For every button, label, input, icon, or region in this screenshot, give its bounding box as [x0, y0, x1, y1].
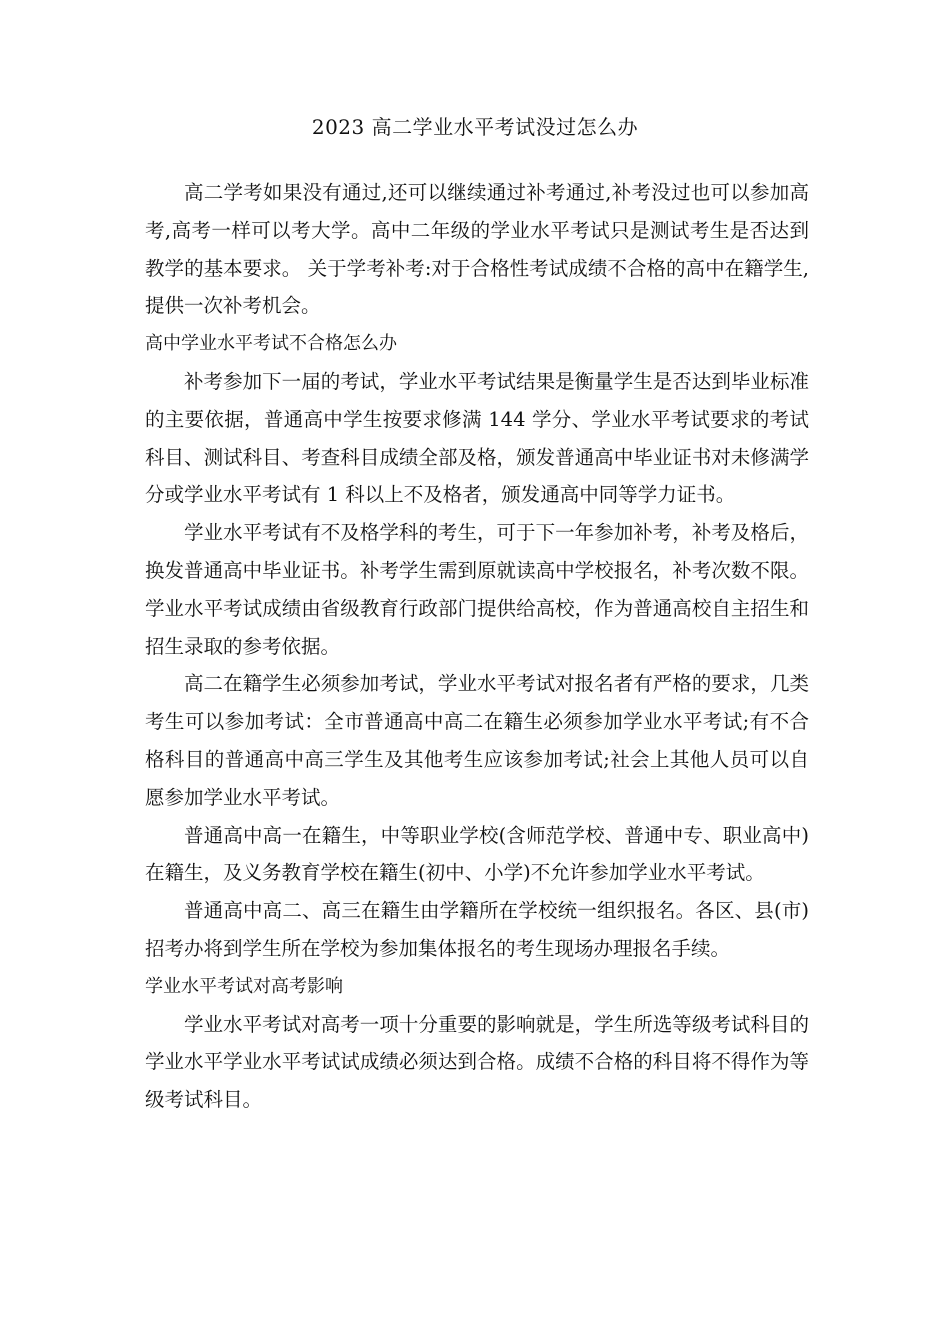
document-body — [145, 174, 809, 1119]
paragraph-not-allowed: 普通高中高一在籍生，中等职业学校(含师范学校、普通中专、职业高中)在籍生，及义务教育学校在籍生(初中、小学)不允许参加学业水平考试。 — [145, 823, 809, 885]
paragraph-impact: 学业水平考试对高考一项十分重要的影响就是，学生所选等级考试科目的学业水平学业水平考试试成绩必须达到合格。成绩不合格的科目将不得作为等级考试科目。 — [145, 1012, 809, 1112]
section-heading-fail: 高中学业水平考试不合格怎么办 — [145, 333, 397, 355]
paragraph-eligibility: 高二在籍学生必须参加考试，学业水平考试对报名者有严格的要求，几类考生可以参加考试：全市普通高中高二在籍生必须参加学业水平考试;有不合格科目的普通高中高三学生及其他考生应该参加考试;社会上其他人员可以自愿参加学业水平考试。 — [145, 672, 809, 809]
section-heading-impact: 学业水平考试对高考影响 — [145, 975, 343, 997]
paragraph-makeup-rules: 学业水平考试有不及格学科的考生，可于下一年参加补考，补考及格后，换发普通高中毕业证书。补考学生需到原就读高中学校报名，补考次数不限。学业水平考试成绩由省级教育行政部门提供给高校，作为普通高校自主招生和招生录取的参考依据。 — [145, 521, 809, 658]
paragraph-intro: 高二学考如果没有通过,还可以继续通过补考通过,补考没过也可以参加高考,高考一样可以考大学。高中二年级的学业水平考试只是测试考生是否达到教学的基本要求。 关于学考补考:对于合格性考试成绩不合格的高中在籍学生,提供一次补考机会。 — [145, 181, 809, 318]
paragraph-registration: 普通高中高二、高三在籍生由学籍所在学校统一组织报名。各区、县(市)招考办将到学生所在学校为参加集体报名的考生现场办理报名手续。 — [145, 899, 809, 960]
document-title: 2023 高二学业水平考试没过怎么办 — [311, 115, 639, 139]
paragraph-makeup-exam: 补考参加下一届的考试，学业水平考试结果是衡量学生是否达到毕业标准的主要依据，普通高中学生按要求修满 144 学分、学业水平考试要求的考试科目、测试科目、考查科目成绩全部及格，颁发普通高中毕业证书对未修满学分或学业水平考试有 1 科以上不及格者，颁发通高中同等学力证书。 — [145, 369, 809, 507]
